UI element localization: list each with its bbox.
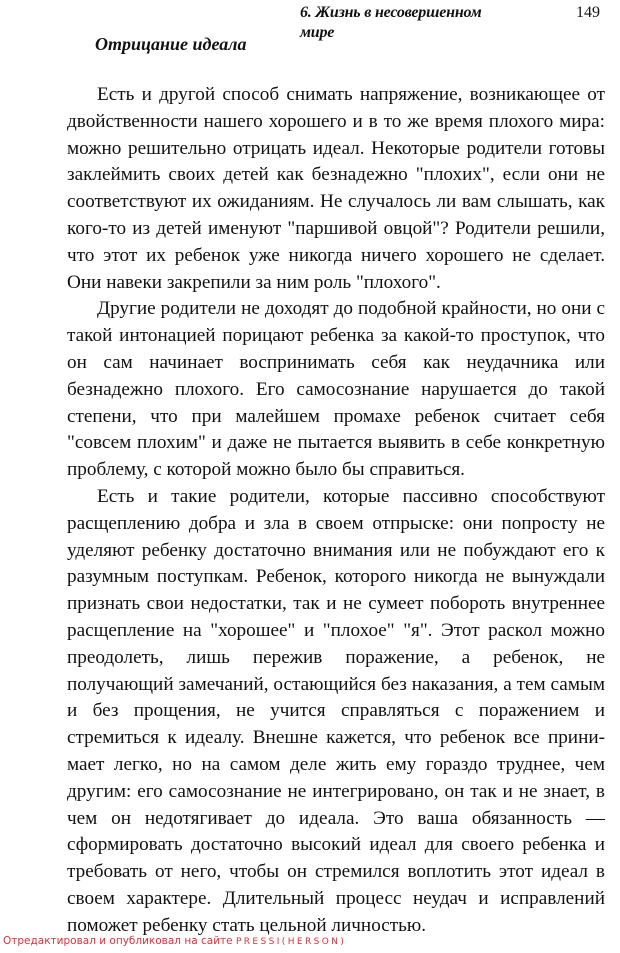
paragraph: Другие родители не доходят до подобной крайности, но они с такой интонацией порицают ребенка за какой-то проступок, что он сам начинает воспринимать себя как неудачника или безнадежно плохого. Его самосознание нарушается до такой степени, что при малейшем промахе ребенок считает себя "совсем плохим" и даже не пытается выявить в себе конкретную проблему, с которой можно было бы справиться. <box>67 298 605 481</box>
section-heading: Отрицание идеала <box>95 34 247 54</box>
paragraph: Есть и такие родители, которые пассивно способствуют расщеплению добра и зла в своем отпрыске: они попросту не уделяют ребенку достаточно внимания или не побуждают его к разумным поступкам. Ребенок, которого никогда не вынуждали признать свои недостатки, так и не сумеет побороть внутреннее расщепление на "хорошее" и "плохое" "я". Этот раскол можно преодолеть, лишь пережив поражение, а ребенок, не получающий замечаний, остающийся без наказания, а тем самым и без прощения, не учится справляться с поражением и стремиться к идеалу. Внешне кажется, что ребенок все принимает легко, но на самом деле жить ему гораздо труднее, чем другим: его самосознание не интегрировано, он так и не знает, в чем он недотягивает до идеала. Это ваша обязанность — сформировать достаточно высокий идеал для своего ребенка и требовать от него, чтобы он стремился воплотить этот идеал в своем характере. Длительный процесс неудач и исправлений поможет ребенку стать цельной личностью. <box>67 485 605 936</box>
running-header <box>300 3 600 41</box>
footer-credit <box>3 935 346 949</box>
paragraph: Есть и другой способ снимать напряжение, возникающее от двойственности нашего хорошего и в то же время плохого мира: можно решительно отрицать идеал. Некоторые родители готовы заклеймить своих детей как безнадежно "плохих", если они не соответствуют их ожиданиям. Не случалось ли вам слышать, как кого-то из детей именуют "паршивой овцой"? Родители решили, что этот их ребенок уже никогда ничего хорошего не сделает. Они навеки закрепили за ним роль "плохого". <box>67 84 605 293</box>
body-text <box>67 82 605 940</box>
footer-credit-text: Отредактировал и опубликовал на сайте <box>3 935 233 947</box>
page-number: 149 <box>576 4 600 21</box>
footer-site-link[interactable]: PRESSI(HERSON) <box>235 937 347 947</box>
chapter-title: 6. Жизнь в несовершенном мире <box>300 4 482 41</box>
